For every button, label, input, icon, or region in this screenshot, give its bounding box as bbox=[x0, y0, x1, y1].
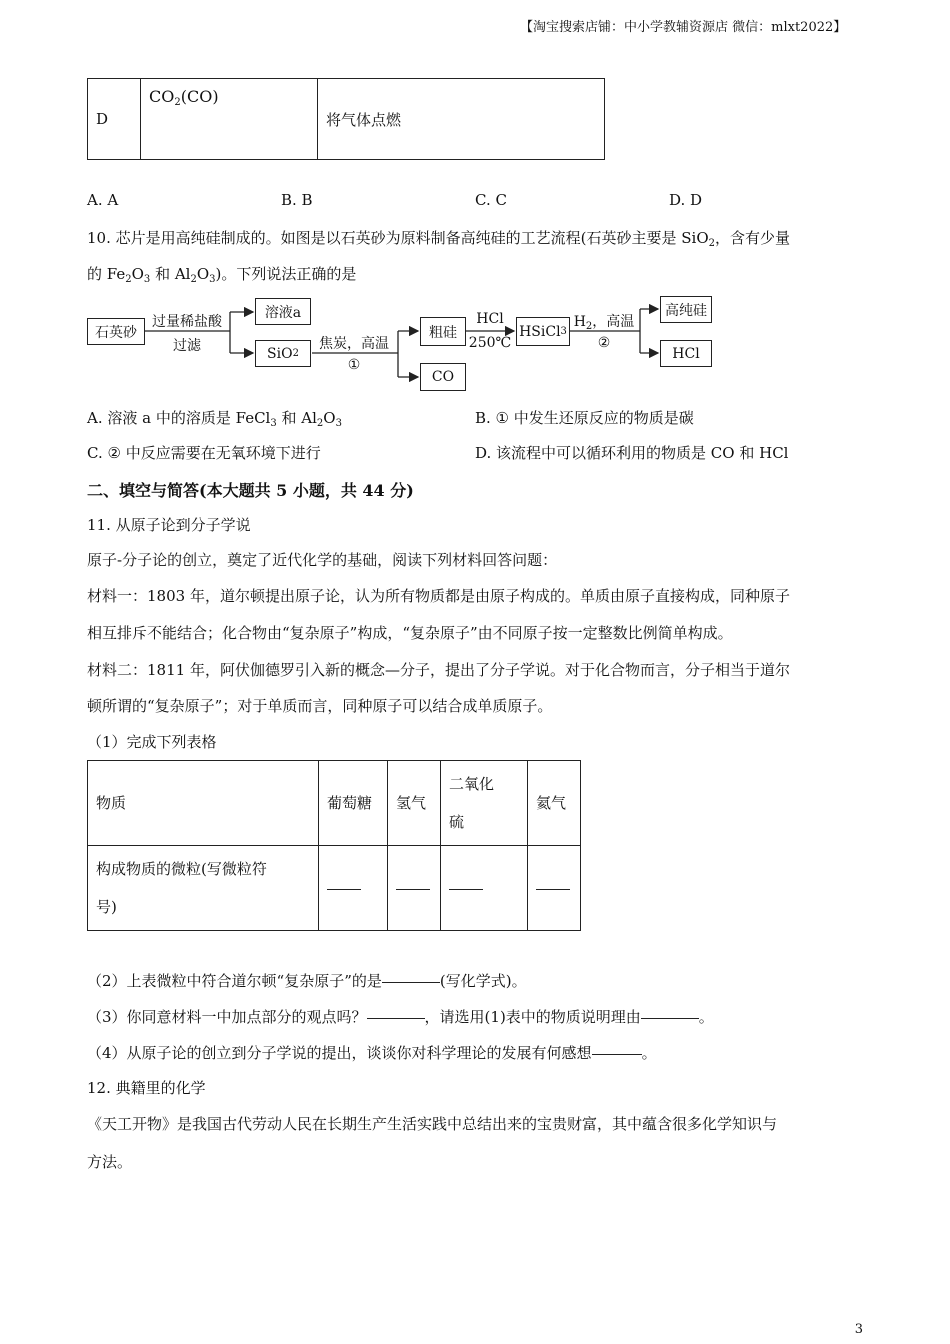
flow-box-pure-si: 高纯硅 bbox=[660, 296, 712, 323]
q10-option-d: D. 该流程中可以循环利用的物质是 CO 和 HCl bbox=[475, 444, 789, 462]
flow-label-h2: $H_2$，高温 bbox=[573, 314, 635, 332]
table-header-substance: 物质 bbox=[88, 761, 319, 846]
q12-title: 12. 典籍里的化学 bbox=[87, 1079, 206, 1097]
method-cell: 将气体点燃 bbox=[318, 79, 605, 160]
q10-stem-line1: 10. 芯片是用高纯硅制成的。如图是以石英砂为原料制备高纯硅的工艺流程(石英砂主要是 SiO$_2$，含有少量 bbox=[87, 229, 791, 249]
q11-part2: （2）上表微粒中符合道尔顿“复杂原子”的是 (写化学式)。 bbox=[87, 972, 527, 990]
q11-material1-line2: 相互排斥不能结合；化合物由“复杂原子”构成，“复杂原子”由不同原子按一定整数比例简单构成。 bbox=[87, 624, 733, 642]
q11-material2-line1: 材料二：1811 年，阿伏伽德罗引入新的概念—分子，提出了分子学说。对于化合物而言，分子相当于道尔 bbox=[87, 661, 790, 679]
flow-label-step1: ① bbox=[347, 357, 361, 373]
q11-material2-line2: 顿所谓的“复杂原子”；对于单质而言，同种原子可以结合成单质原子。 bbox=[87, 697, 553, 715]
q9-table bbox=[87, 78, 605, 160]
q11-part4: （4）从原子论的创立到分子学说的提出，谈谈你对科学理论的发展有何感想 。 bbox=[87, 1044, 657, 1062]
flow-label-coke: 焦炭，高温 bbox=[319, 336, 389, 352]
q12-line1: 《天工开物》是我国古代劳动人民在长期生产生活实践中总结出来的宝贵财富，其中蕴含很多化学知识与 bbox=[87, 1115, 778, 1133]
table-row-label: 构成物质的微粒(写微粒符 号) bbox=[88, 846, 319, 931]
table-header-helium: 氦气 bbox=[528, 761, 581, 846]
flow-label-filter: 过滤 bbox=[173, 338, 201, 354]
flow-label-250c: 250℃ bbox=[468, 335, 512, 351]
q9-option-c: C. C bbox=[475, 191, 507, 209]
flow-label-acid: 过量稀盐酸 bbox=[152, 314, 222, 330]
flow-label-hcl: HCl bbox=[476, 311, 504, 327]
flow-box-co: CO bbox=[420, 363, 466, 391]
q10-option-b: B. ① 中发生还原反应的物质是碳 bbox=[475, 409, 694, 427]
answer-blank[interactable] bbox=[441, 846, 528, 931]
flow-label-step2: ② bbox=[597, 335, 611, 351]
q10-option-c: C. ② 中反应需要在无氧环境下进行 bbox=[87, 444, 321, 462]
flow-box-hcl-out: HCl bbox=[660, 340, 712, 367]
page-number: 3 bbox=[854, 1322, 863, 1337]
q11-intro: 原子-分子论的创立，奠定了近代化学的基础，阅读下列材料回答问题： bbox=[87, 551, 558, 569]
answer-blank[interactable] bbox=[367, 1017, 425, 1019]
section-heading: 二、填空与简答(本大题共 5 小题，共 44 分) bbox=[87, 481, 414, 500]
q11-material1-line1: 材料一：1803 年，道尔顿提出原子论，认为所有物质都是由原子构成的。单质由原子直接构成，同种原子 bbox=[87, 587, 790, 605]
q10-option-a: A. 溶液 a 中的溶质是 FeCl$_3$ 和 $Al_2O_3$ bbox=[87, 409, 342, 429]
flow-box-solution-a: 溶液a bbox=[255, 298, 311, 325]
flow-box-sio2: SiO 2 bbox=[255, 340, 311, 367]
flow-box-crude-si: 粗硅 bbox=[420, 317, 466, 346]
table-row bbox=[88, 761, 581, 846]
table-row bbox=[88, 79, 605, 160]
q9-option-b: B. B bbox=[281, 191, 313, 209]
q9-option-a: A. A bbox=[87, 191, 119, 209]
table-row bbox=[88, 846, 581, 931]
q11-part1: （1）完成下列表格 bbox=[87, 733, 217, 751]
answer-blank[interactable] bbox=[592, 1053, 642, 1055]
flow-box-hsicl3: HSiCl 3 bbox=[516, 317, 570, 346]
answer-blank[interactable] bbox=[388, 846, 441, 931]
table-header-so2: 二氧化 硫 bbox=[441, 761, 528, 846]
answer-blank[interactable] bbox=[319, 846, 388, 931]
option-cell: D bbox=[88, 79, 141, 160]
table-header-glucose: 葡萄糖 bbox=[319, 761, 388, 846]
q10-stem-line2: 的 $Fe_2O_3$ 和 $Al_2O_3$)。下列说法正确的是 bbox=[87, 265, 357, 285]
q11-title: 11. 从原子论到分子学说 bbox=[87, 516, 251, 534]
q12-line2: 方法。 bbox=[87, 1153, 133, 1171]
answer-blank[interactable] bbox=[641, 1017, 699, 1019]
answer-blank[interactable] bbox=[528, 846, 581, 931]
page-header: 【淘宝搜索店铺：中小学教辅资源店 微信：mlxt2022】 bbox=[520, 20, 847, 35]
answer-blank[interactable] bbox=[382, 981, 440, 983]
q11-table bbox=[87, 760, 581, 931]
q11-part3: （3）你同意材料一中加点部分的观点吗？ ，请选用(1)表中的物质说明理由 。 bbox=[87, 1008, 714, 1026]
table-header-hydrogen: 氢气 bbox=[388, 761, 441, 846]
flow-box-quartz: 石英砂 bbox=[87, 318, 145, 345]
substance-cell: $CO_2(CO)$ bbox=[141, 79, 318, 160]
q9-option-d: D. D bbox=[669, 191, 703, 209]
